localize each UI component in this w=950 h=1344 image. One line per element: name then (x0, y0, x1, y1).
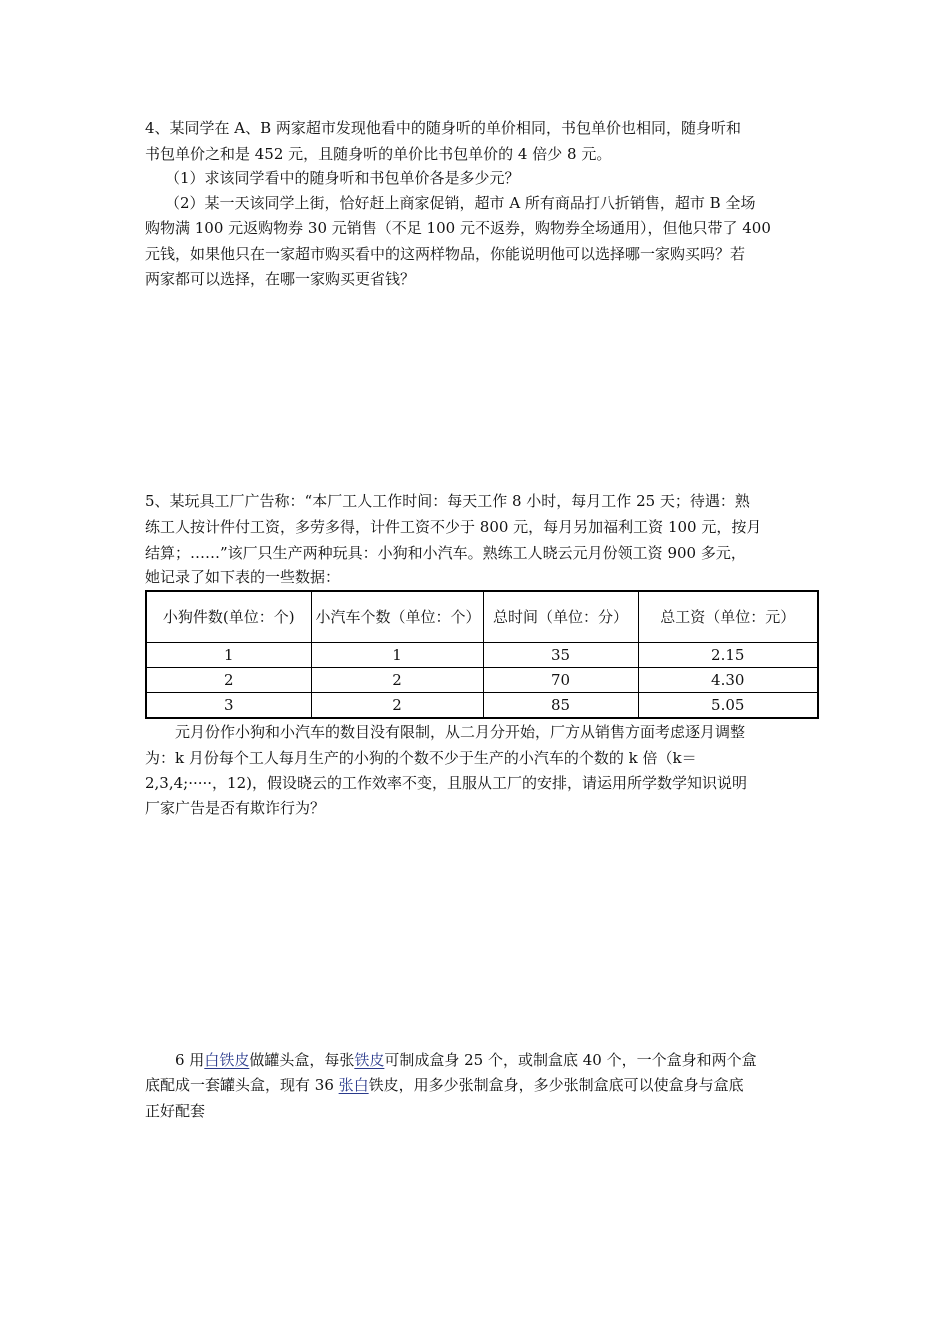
q5-line-3: 结算；……”该厂只生产两种玩具：小狗和小汽车。熟练工人晓云元月份领工资 900 多元， (145, 544, 746, 562)
q5-after-line-4: 厂家广告是否有欺诈行为？ (145, 799, 326, 817)
table-cell: 2 (311, 668, 483, 693)
table-row (146, 643, 818, 668)
q5-after-line-2: 为：k 月份每个工人每月生产的小狗的个数不少于生产的小汽车的个数的 k 倍（k＝ (145, 749, 697, 767)
table-row (146, 668, 818, 693)
q6-line-2 (145, 1075, 744, 1095)
table-cell: 4.30 (638, 668, 818, 693)
q5-after-line-1: 元月份作小狗和小汽车的数目没有限制，从二月分开始，厂方从销售方面考虑逐月调整 (175, 723, 746, 741)
q4-part-2-line-4: 两家都可以选择，在哪一家购买更省钱？ (145, 270, 416, 288)
table-row (146, 693, 818, 719)
q6-text: 6 用 (175, 1051, 205, 1069)
q4-part-2-line-3: 元钱，如果他只在一家超市购买看中的这两样物品，你能说明他可以选择哪一家购买吗？若 (145, 245, 746, 263)
table-cell: 2 (311, 693, 483, 719)
q4-line-2: 书包单价之和是 452 元，且随身听的单价比书包单价的 4 倍少 8 元。 (145, 145, 612, 163)
table-header-cell: 小狗件数(单位：个) (146, 591, 311, 643)
q6-line-1 (175, 1050, 757, 1070)
q5-line-2: 练工人按计件付工资，多劳多得，计件工资不少于 800 元，每月另加福利工资 100 元，按月 (145, 518, 762, 536)
q6-text: 做罐头盒，每张 (249, 1051, 355, 1069)
table-header-cell: 总工资（单位：元） (638, 591, 818, 643)
table-header-cell: 小汽车个数（单位：个） (311, 591, 483, 643)
table-cell: 2.15 (638, 643, 818, 668)
table-cell: 85 (483, 693, 638, 719)
q5-after-line-3: 2,3,4;·····，12)，假设晓云的工作效率不变，且服从工厂的安排，请运用所学数学知识说明 (145, 774, 748, 792)
table-cell: 5.05 (638, 693, 818, 719)
table-cell: 3 (146, 693, 311, 719)
white-iron-sheet-link[interactable]: 白铁皮 (204, 1051, 250, 1069)
q4-part-1: （1）求该同学看中的随身听和书包单价各是多少元？ (165, 169, 520, 187)
table-cell: 2 (146, 668, 311, 693)
iron-sheet-link[interactable]: 铁皮 (354, 1051, 385, 1069)
table-header-row (146, 591, 818, 643)
table-header-cell: 总时间（单位：分） (483, 591, 638, 643)
q6-line-3: 正好配套 (145, 1102, 206, 1120)
q4-line-1: 4、某同学在 A、B 两家超市发现他看中的随身听的单价相同，书包单价也相同，随身听和 (145, 119, 741, 137)
q6-text: 可制成盒身 25 个，或制盒底 40 个，一个盒身和两个盒 (384, 1051, 757, 1069)
q4-part-2-line-1: （2）某一天该同学上街，恰好赶上商家促销，超市 A 所有商品打八折销售，超市 B 全场 (165, 194, 756, 212)
data-table (145, 590, 819, 719)
q5-line-4: 她记录了如下表的一些数据： (145, 568, 341, 586)
q6-text: 铁皮，用多少张制盒身，多少张制盒底可以使盒身与盒底 (368, 1076, 744, 1094)
table-cell: 70 (483, 668, 638, 693)
q5-line-1: 5、某玩具工厂广告称：“本厂工人工作时间：每天工作 8 小时，每月工作 25 天；待遇：熟 (145, 492, 750, 510)
table-cell: 1 (146, 643, 311, 668)
table-cell: 35 (483, 643, 638, 668)
sheet-white-link[interactable]: 张白 (338, 1076, 369, 1094)
table-cell: 1 (311, 643, 483, 668)
q4-part-2-line-2: 购物满 100 元返购物券 30 元销售（不足 100 元不返券，购物券全场通用），但他只带了 400 (145, 219, 771, 237)
q6-text: 底配成一套罐头盒，现有 36 (145, 1076, 339, 1094)
